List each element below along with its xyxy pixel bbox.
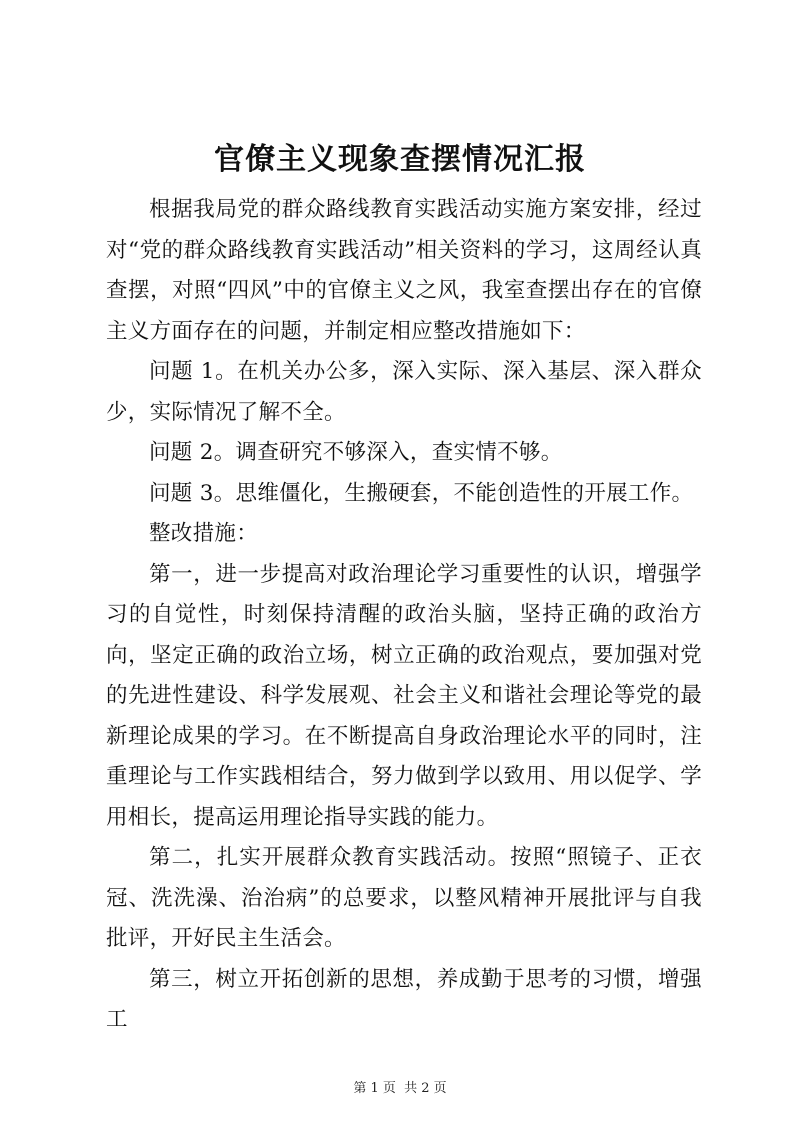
paragraph-measure-3: 第三，树立开拓创新的思想，养成勤于思考的习惯，增强工 [106,966,702,1032]
paragraph-problem-2: 问题 2。调查研究不够深入，查实情不够。 [149,440,563,465]
paragraph-intro: 根据我局党的群众路线教育实践活动实施方案安排，经过对“党的群众路线教育实践活动”相关资料的学习，这周经认真查摆，对照“四风”中的官僚主义之风，我室查摆出存在的官僚主义方面存在的问题，并制定相应整改措施如下： [106,197,702,344]
page-number-label: 第 1 页 共 2 页 [353,1081,447,1096]
paragraph-measure-2: 第二，扎实开展群众教育实践活动。按照“照镜子、正衣冠、洗洗澡、治治病”的总要求，以整风精神开展批评与自我批评，开好民主生活会。 [106,845,702,951]
page-footer [0,1079,800,1099]
paragraph-rectification-heading: 整改措施： [149,521,259,546]
paragraph-problem-3: 问题 3。思维僵化，生搬硬套，不能创造性的开展工作。 [149,480,694,506]
paragraph-measure-1: 第一，进一步提高对政治理论学习重要性的认识，增强学习的自觉性，时刻保持清醒的政治头脑，坚持正确的政治方向，坚定正确的政治立场，树立正确的政治观点，要加强对党的先进性建设、科学发展观、社会主义和谐社会理论等党的最新理论成果的学习。在不断提高自身政治理论水平的同时，注重理论与工作实践相结合，努力做到学以致用、用以促学、学用相长，提高运用理论指导实践的能力。 [106,561,702,830]
document-title: 官僚主义现象查摆情况汇报 [214,142,586,177]
paragraph-problem-1: 问题 1。在机关办公多，深入实际、深入基层、深入群众少，实际情况了解不全。 [106,359,702,425]
document-body [106,190,702,1041]
